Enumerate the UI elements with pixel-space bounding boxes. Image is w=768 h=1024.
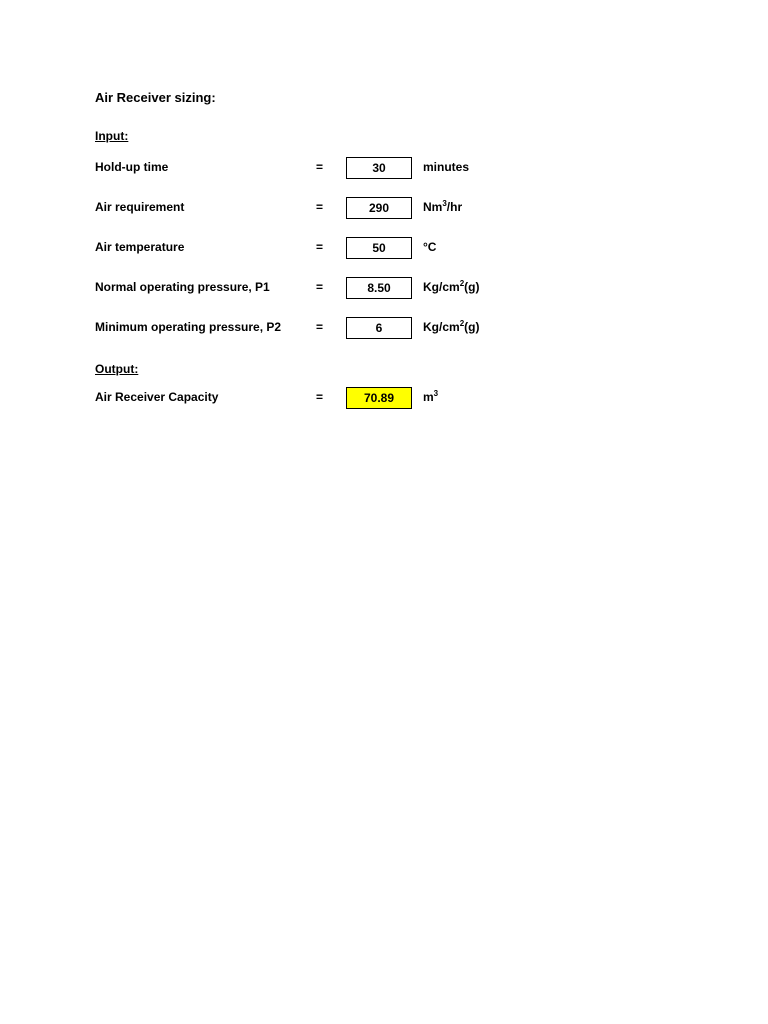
normal-operating-pressure-value-cell[interactable]: 8.50 — [346, 277, 412, 299]
equals-sign: = — [316, 390, 324, 404]
output-row-air-receiver-capacity — [0, 387, 768, 409]
equals-sign: = — [316, 240, 324, 254]
hold-up-time-value-cell[interactable]: 30 — [346, 157, 412, 179]
equals-sign: = — [316, 320, 324, 334]
output-section-heading: Output: — [95, 362, 139, 376]
normal-operating-pressure-unit: $Kg/cm^2(g)$ — [423, 279, 480, 294]
normal-operating-pressure-label: Normal operating pressure, P1 — [95, 280, 270, 294]
minimum-operating-pressure-value-cell[interactable]: 6 — [346, 317, 412, 339]
minimum-operating-pressure-unit: $Kg/cm^2(g)$ — [423, 319, 480, 334]
equals-sign: = — [316, 160, 324, 174]
page-title: Air Receiver sizing: — [95, 90, 216, 105]
equals-sign: = — [316, 200, 324, 214]
input-row-normal-operating-pressure — [0, 277, 768, 299]
input-row-minimum-operating-pressure — [0, 317, 768, 339]
input-row-air-requirement — [0, 197, 768, 219]
air-temperature-value-cell[interactable]: 50 — [346, 237, 412, 259]
air-requirement-value-cell[interactable]: 290 — [346, 197, 412, 219]
input-row-hold-up-time — [0, 157, 768, 179]
air-requirement-label: Air requirement — [95, 200, 185, 214]
air-receiver-capacity-value-cell[interactable]: 70.89 — [346, 387, 412, 409]
air-receiver-capacity-unit: $m^3$ — [423, 389, 439, 404]
equals-sign: = — [316, 280, 324, 294]
air-temperature-label: Air temperature — [95, 240, 185, 254]
hold-up-time-label: Hold-up time — [95, 160, 169, 174]
input-row-air-temperature — [0, 237, 768, 259]
input-section-heading: Input: — [95, 129, 129, 143]
air-temperature-unit: °C — [423, 240, 437, 254]
air-requirement-unit: Nm$^3$/hr — [423, 199, 463, 214]
minimum-operating-pressure-label: Minimum operating pressure, P2 — [95, 320, 282, 334]
hold-up-time-unit: minutes — [423, 160, 470, 174]
air-receiver-capacity-label: Air Receiver Capacity — [95, 390, 219, 404]
